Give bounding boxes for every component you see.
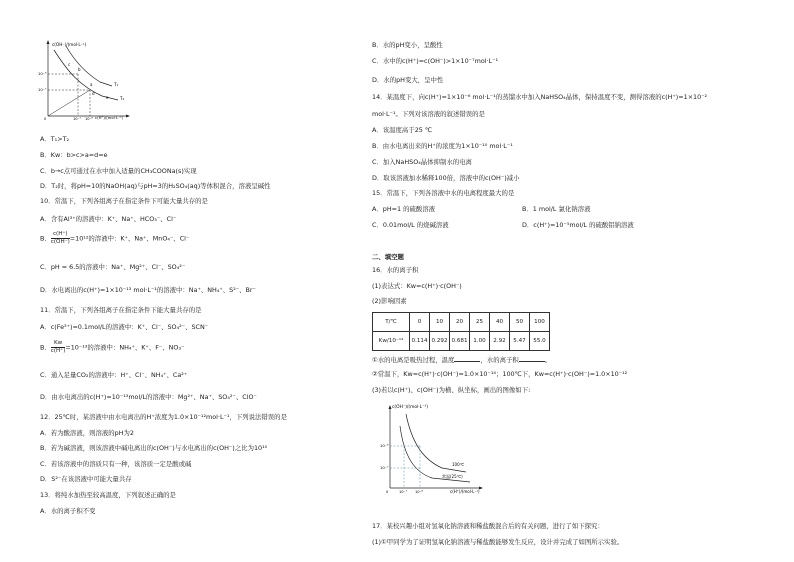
fig1-point-b: b (78, 67, 81, 72)
kw-table-cell: 50 (510, 313, 530, 332)
q11-frac-num: Kw (51, 340, 66, 348)
kw-table-cell: 40 (490, 313, 510, 332)
q10-frac-num: c(H⁺) (51, 231, 70, 239)
kw-table-cell: 0 (410, 313, 430, 332)
q14-option-c: C．加入NaHSO₄晶体抑制水的电离 (372, 158, 472, 166)
q16-part-1: (1)表达式：Kw=c(H⁺)·c(OH⁻) (372, 282, 462, 290)
fig1-x-axis-label: c(H⁺)/(mol·L⁻¹) (95, 115, 124, 120)
fig2-y-axis-label: c(OH⁻)/(mol·L⁻¹) (392, 405, 428, 410)
q12-stem: 12．25℃时，某溶液中由水电离出的H⁺浓度为1.0×10⁻¹²mol·L⁻¹，下列说法错误的是 (40, 413, 287, 421)
q16-circle-2: ②常温下，Kw=c(H⁺)·c(OH⁻)=1.0×10⁻¹⁴；100℃下，Kw=c(H⁺)·c(OH⁻)=1.0×10⁻¹² (372, 370, 628, 378)
kw-table-cell: 0.114 (410, 332, 430, 351)
kw-table-cell: 100 (530, 313, 550, 332)
fig1-y-tick-2: 10⁻⁷ (38, 87, 47, 92)
q14-stem-cont: mol·L⁻¹。下列对该溶液的叙述错误的是 (372, 110, 485, 118)
q16-circle-1-end: 。 (544, 356, 552, 364)
q11-option-b (40, 340, 184, 355)
figure-kw-curves (380, 402, 484, 494)
q11-option-c: C．通入足量CO₂的溶液中：H⁺、Cl⁻、NH₄⁺、Ca²⁺ (40, 371, 188, 379)
kw-table-head-kw: Kw/10⁻¹⁴ (373, 332, 410, 351)
q15-option-b: B．1 mol/L 氯化钠溶液 (522, 205, 591, 213)
q10-option-c: C．pH = 6.5的溶液中：Na⁺、Mg²⁺、Cl⁻、SO₄²⁻ (40, 263, 186, 271)
fig2-x-axis-label: c(H⁺)/(mol·L⁻¹) (450, 489, 480, 494)
q17-part-1: (1)①甲同学为了证明氢氧化钠溶液与稀盐酸能够发生反应，设计并完成了如图所示实验。 (372, 538, 624, 546)
q15-option-c: C．0.01mol/L 的烧碱溶液 (372, 221, 449, 229)
kw-table-cell: 20 (450, 313, 470, 332)
q12-option-b: B．若为碱溶液，则该溶液中碱电离出的c(OH⁻)与水电离出的c(OH⁻)之比为10¹⁰ (40, 444, 268, 452)
fig2-x-tick-1: 10⁻⁷ (399, 490, 407, 494)
fig1-point-c: c (68, 62, 71, 67)
q10-fraction (51, 231, 70, 246)
q14-option-a: A．该温度高于25 ℃ (372, 126, 433, 134)
fig1-y-axis-label: c(OH⁻)/(mol·L⁻¹) (52, 42, 87, 47)
kw-table-cell: 0.292 (430, 332, 450, 351)
fig1-point-d: d (92, 91, 95, 96)
fig1-point-a: a (90, 82, 93, 87)
q12-option-a: A．若为酸溶液，则溶液的pH为2 (40, 429, 134, 437)
fig2-curve-25: 常温(25℃) (442, 474, 463, 479)
q14-stem: 14．某温度下，向c(H⁺)=1×10⁻⁶ mol·L⁻¹的蒸馏水中加入NaHSO₄晶体，保持温度不变，测得溶液的c(H⁺)=1×10⁻² (372, 93, 708, 101)
q9-option-c: C．b→c点可通过在水中加入适量的CH₃COONa(s)实现 (40, 167, 197, 175)
fig2-x-tick-2: 10⁻⁶ (415, 490, 423, 494)
q10-stem: 10．常温下，下列各组离子在指定条件下可能大量共存的是 (40, 197, 208, 205)
q11-option-a: A．c(Fe³⁺)=0.1mol/L的溶液中：K⁺、Cl⁻、SO₄²⁻、SCN⁻ (40, 323, 209, 331)
kw-table-cell: 1.00 (470, 332, 490, 351)
q15-stem: 15．常温下，下列各溶液中水的电离程度最大的是 (372, 189, 515, 197)
fig2-curve-100: 100℃ (452, 462, 465, 467)
q11-option-b-text: =10⁻¹³的溶液中：NH₄⁺、K⁺、F⁻、NO₃⁻ (65, 343, 185, 352)
kw-table-cell: 5.47 (510, 332, 530, 351)
fig1-curve-t1: T₁ (114, 82, 119, 87)
fig2-origin: 0 (386, 490, 389, 494)
q13-option-d: D．水的pH变大，呈中性 (372, 76, 444, 84)
q9-option-d: D．T₂时，将pH=10的NaOH(aq)与pH=3的H₂SO₄(aq)等体积混合，溶液呈碱性 (40, 182, 271, 190)
q10-frac-den: c(OH⁻) (50, 239, 70, 245)
q17-stem: 17．某校兴趣小组对氢氧化钠溶液和稀盐酸混合后的有关问题，进行了如下探究： (372, 522, 604, 530)
kw-table-cell: 10 (430, 313, 450, 332)
q11-option-d: D．由水电离出的c(H⁺)=10⁻¹³mol/L的溶液中：Mg²⁺、Na⁺、SO₄²⁻、ClO⁻ (40, 393, 257, 401)
fig1-x-tick-1: 10⁻⁷ (73, 117, 81, 121)
q16-stem: 16．水的离子积 (372, 266, 419, 274)
answer-blank[interactable] (454, 355, 480, 362)
q16-circle-1-pre: ①水的电离是吸热过程，温度 (372, 356, 455, 364)
q11-stem: 11．常温下，下列各组离子在指定条件下能大量共存的是 (40, 306, 202, 314)
kw-table-head-temp: T/℃ (373, 313, 410, 332)
fig1-y-tick-1: 10⁻⁶ (38, 71, 47, 76)
kw-table-cell: 0.681 (450, 332, 470, 351)
q13-option-c: C．水中的c(H⁺)=c(OH⁻)>1×10⁻⁷mol·L⁻¹ (372, 57, 499, 65)
fig1-point-e: e (106, 95, 109, 100)
q14-option-b: B．由水电离出来的H⁺的浓度为1×10⁻¹⁰ mol·L⁻¹ (372, 142, 513, 150)
q16-part-3: (3)若以c(H⁺)、c(OH⁻)为横、纵坐标，画出的图像如下: (372, 386, 531, 394)
q14-option-d: D．取该溶液加水稀释100倍，溶液中的c(OH⁻)减小 (372, 174, 520, 182)
fig1-origin: 0 (44, 117, 47, 121)
q10-option-d: D．水电离出的c(H⁺)=1×10⁻¹³ mol·L⁻¹的溶液中：Na⁺、NH₄⁺、S²⁻、Br⁻ (40, 286, 256, 294)
q16-circle-1-mid: ，水的离子积 (480, 356, 519, 364)
fig1-x-tick-2: 10⁻⁶ (85, 117, 93, 121)
section-fill-in-title: 二、填空题 (372, 253, 404, 261)
q9-option-a: A．T₁>T₂ (40, 135, 70, 143)
q15-option-a: A．pH=1 的硫酸溶液 (372, 205, 436, 213)
fig1-curve-t2: T₂ (120, 96, 125, 101)
q11-frac-den: c(H⁺) (50, 348, 66, 354)
kw-table-cell: 55.0 (530, 332, 550, 351)
q13-stem: 13．将纯水加热至较高温度，下列叙述正确的是 (40, 491, 176, 499)
q12-option-c: C．若该溶液中的溶质只有一种，该溶质一定是酸或碱 (40, 460, 192, 468)
fig2-y-tick-1: 10⁻⁶ (380, 443, 389, 448)
q15-option-d: D．c(H⁺)=10⁻⁵mol/L 的硫酸铝钠溶液 (522, 221, 634, 229)
q11-fraction (51, 340, 66, 355)
q10-option-b-text: =10¹²的溶液中：K⁺、Na⁺、MnO₄⁻、Cl⁻ (69, 234, 190, 243)
kw-table-row-kw (373, 332, 550, 351)
q9-option-b: B．Kw：b>c>a=d=e (40, 151, 108, 159)
q13-option-b: B．水的pH变小，呈酸性 (372, 41, 443, 49)
answer-blank[interactable] (519, 355, 545, 362)
q16-part-2: (2)影响因素 (372, 297, 407, 305)
figure-temperature-curves (40, 38, 130, 120)
q12-option-d: D．S²⁻在该溶液中可能大量共存 (40, 475, 132, 483)
kw-table-cell: 25 (470, 313, 490, 332)
fig2-y-tick-2: 10⁻⁷ (380, 465, 389, 470)
q10-option-b-label: B． (40, 234, 51, 243)
q16-circle-1 (372, 355, 551, 364)
q13-option-a: A．水的离子积不变 (40, 507, 96, 515)
q10-option-b (40, 231, 189, 246)
kw-table-row-temp (373, 313, 550, 332)
q10-option-a: A．含有Al³⁺的溶液中：K⁺、Na⁺、HCO₃⁻、Cl⁻ (40, 215, 177, 223)
kw-table (372, 312, 550, 351)
q11-option-b-label: B． (40, 343, 51, 352)
kw-table-cell: 2.92 (490, 332, 510, 351)
